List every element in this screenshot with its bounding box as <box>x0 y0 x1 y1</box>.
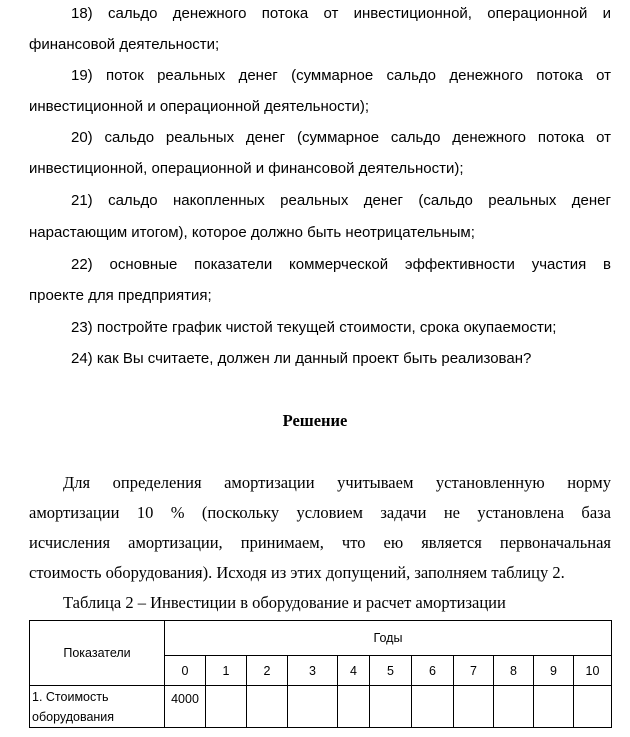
table-header-row <box>30 621 612 656</box>
value-cell <box>494 686 534 728</box>
year-cell: 5 <box>370 656 412 686</box>
value-cell <box>206 686 247 728</box>
solution-heading: Решение <box>282 411 348 430</box>
header-years: Годы <box>165 621 612 656</box>
investment-table <box>29 620 612 728</box>
item-23: 23) постройте график чистой текущей стоимости, срока окупаемости; <box>71 319 557 336</box>
item-21-line1: 21) сальдо накопленных реальных денег (сальдо реальных денег <box>71 192 611 209</box>
item-19-line1: 19) поток реальных денег (суммарное сальдо денежного потока от <box>71 67 611 84</box>
value-cell <box>412 686 454 728</box>
value-cell <box>370 686 412 728</box>
year-cell: 1 <box>206 656 247 686</box>
item-24: 24) как Вы считаете, должен ли данный проект быть реализован? <box>71 350 532 367</box>
year-cell: 10 <box>574 656 612 686</box>
item-19-line2: инвестиционной и операционной деятельности); <box>29 98 369 115</box>
year-cell: 9 <box>534 656 574 686</box>
paragraph-line-4: стоимость оборудования). Исходя из этих допущений, заполняем таблицу 2. <box>29 563 565 582</box>
item-18-line2: финансовой деятельности; <box>29 36 220 53</box>
year-cell: 7 <box>454 656 494 686</box>
value-cell <box>247 686 288 728</box>
item-18-line1: 18) сальдо денежного потока от инвестиционной, операционной и <box>71 5 612 22</box>
item-21-line2: нарастающим итогом), которое должно быть неотрицательным; <box>29 224 475 241</box>
year-cell: 3 <box>288 656 338 686</box>
value-cell: 4000 <box>165 686 206 728</box>
year-cell: 4 <box>338 656 370 686</box>
value-cell <box>534 686 574 728</box>
row-label-equipment-cost: 1. Стоимость оборудования <box>30 686 165 728</box>
header-indicators: Показатели <box>30 621 165 686</box>
item-22-line1: 22) основные показатели коммерческой эффективности участия в <box>71 256 611 273</box>
table-row <box>30 686 612 728</box>
year-cell: 6 <box>412 656 454 686</box>
paragraph-line-1: Для определения амортизации учитываем установленную норму <box>63 473 611 492</box>
year-cell: 0 <box>165 656 206 686</box>
item-20-line1: 20) сальдо реальных денег (суммарное сальдо денежного потока от <box>71 129 611 146</box>
year-cell: 8 <box>494 656 534 686</box>
table-caption: Таблица 2 – Инвестиции в оборудование и расчет амортизации <box>63 593 506 612</box>
value-cell <box>454 686 494 728</box>
year-cell: 2 <box>247 656 288 686</box>
paragraph-line-2: амортизации 10 % (поскольку условием задачи не установлена база <box>29 503 611 522</box>
value-cell <box>574 686 612 728</box>
item-22-line2: проекте для предприятия; <box>29 287 212 304</box>
item-20-line2: инвестиционной, операционной и финансовой деятельности); <box>29 160 464 177</box>
paragraph-line-3: исчисления амортизации, принимаем, что ею является первоначальная <box>29 533 611 552</box>
value-cell <box>338 686 370 728</box>
value-cell <box>288 686 338 728</box>
